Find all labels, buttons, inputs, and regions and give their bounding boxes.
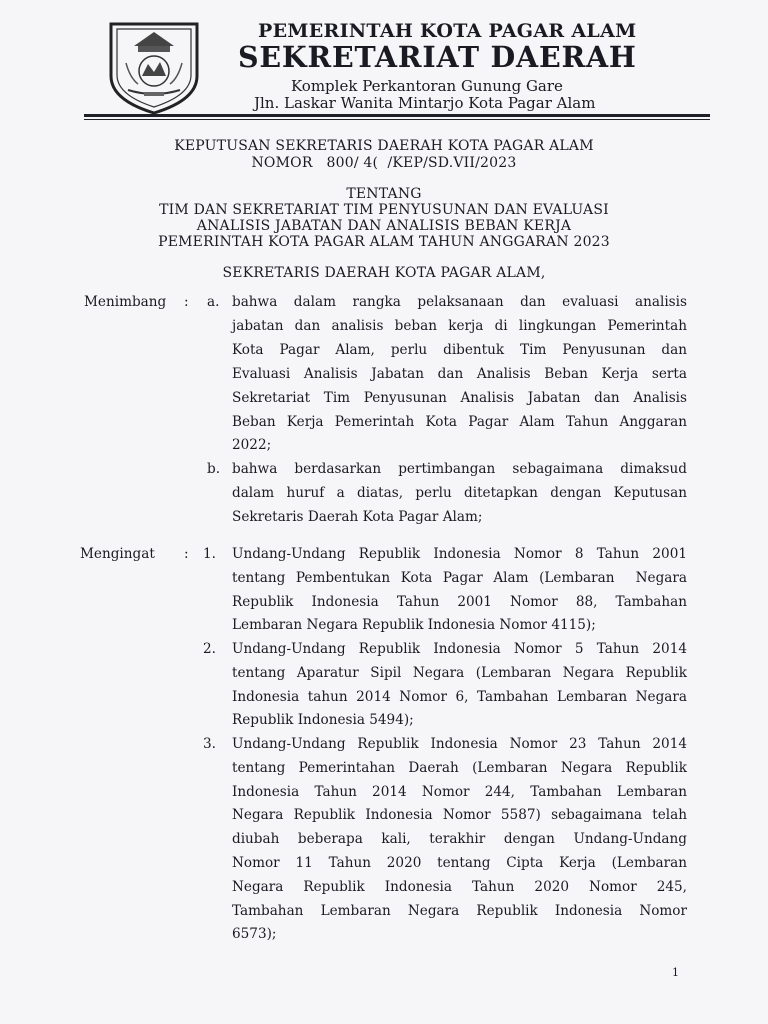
list-item-line: Undang-Undang Republik Indonesia Nomor 8 Tahun 2001	[232, 546, 687, 562]
menimbang-colon: :	[184, 294, 189, 310]
decree-number: NOMOR 800/ 4( /KEP/SD.VII/2023	[251, 155, 517, 171]
list-item-line: Kota Pagar Alam, perlu dibentuk Tim Penyusunan dan	[232, 342, 687, 358]
item-marker: 1.	[203, 546, 216, 562]
list-item-line: Undang-Undang Republik Indonesia Nomor 5 Tahun 2014	[232, 641, 687, 657]
list-item-line: tentang Pemerintahan Daerah (Lembaran Negara Republik	[232, 760, 687, 776]
list-item-line: Negara Republik Indonesia Tahun 2020 Nomor 245,	[232, 879, 687, 895]
list-item-line: Beban Kerja Pemerintah Kota Pagar Alam Tahun Anggaran	[232, 414, 687, 430]
list-item-line: Undang-Undang Republik Indonesia Nomor 23 Tahun 2014	[232, 736, 687, 752]
item-marker: 2.	[203, 641, 216, 657]
list-item-line: 6573);	[232, 926, 277, 942]
list-item-line: Sekretaris Daerah Kota Pagar Alam;	[232, 509, 483, 525]
menimbang-label: Menimbang	[84, 294, 167, 310]
list-item-line: Republik Indonesia 5494);	[232, 712, 414, 728]
list-item-line: Negara Republik Indonesia Nomor 5587) sebagaimana telah	[232, 807, 687, 823]
list-item-line: Republik Indonesia Tahun 2001 Nomor 88, Tambahan	[232, 594, 687, 610]
letterhead-office: SEKRETARIAT DAERAH	[238, 40, 637, 74]
list-item-line: tentang Aparatur Sipil Negara (Lembaran Negara Republik	[232, 665, 687, 681]
list-item-line: Indonesia tahun 2014 Nomor 6, Tambahan Lembaran Negara	[232, 689, 687, 705]
subject-line: PEMERINTAH KOTA PAGAR ALAM TAHUN ANGGARAN 2023	[158, 234, 610, 250]
list-item-line: dalam huruf a diatas, perlu ditetapkan dengan Keputusan	[232, 485, 687, 501]
letterhead-rule	[84, 114, 710, 117]
list-item-line: bahwa berdasarkan pertimbangan sebagaimana dimaksud	[232, 461, 687, 477]
list-item-line: Sekretariat Tim Penyusunan Analisis Jabatan dan Analisis	[232, 390, 687, 406]
letterhead-address-line1: Komplek Perkantoran Gunung Gare	[291, 77, 563, 95]
list-item-line: Indonesia Tahun 2014 Nomor 244, Tambahan Lembaran	[232, 784, 687, 800]
subject-line: ANALISIS JABATAN DAN ANALISIS BEBAN KERJA	[196, 218, 572, 234]
list-item-line: Lembaran Negara Republik Indonesia Nomor 4115);	[232, 617, 596, 633]
subject-line: TIM DAN SEKRETARIAT TIM PENYUSUNAN DAN EVALUASI	[159, 202, 609, 218]
letterhead-address-line2: Jln. Laskar Wanita Mintarjo Kota Pagar Alam	[254, 94, 596, 112]
item-marker: 3.	[203, 736, 216, 752]
list-item-line: Evaluasi Analisis Jabatan dan Analisis Beban Kerja serta	[232, 366, 687, 382]
list-item-line: diubah beberapa kali, terakhir dengan Undang-Undang	[232, 831, 687, 847]
about-heading: TENTANG	[346, 186, 422, 202]
list-item-line: bahwa dalam rangka pelaksanaan dan evaluasi analisis	[232, 294, 687, 310]
page-number: 1	[672, 966, 679, 979]
letterhead-government: PEMERINTAH KOTA PAGAR ALAM	[258, 20, 637, 42]
item-marker: b.	[207, 461, 221, 477]
list-item-line: Tambahan Lembaran Negara Republik Indonesia Nomor	[232, 903, 687, 919]
issuer-line: SEKRETARIS DAERAH KOTA PAGAR ALAM,	[222, 265, 546, 281]
item-marker: a.	[207, 294, 220, 310]
mengingat-label: Mengingat	[80, 546, 155, 562]
decree-title: KEPUTUSAN SEKRETARIS DAERAH KOTA PAGAR ALAM	[174, 138, 594, 154]
list-item-line: Nomor 11 Tahun 2020 tentang Cipta Kerja (Lembaran	[232, 855, 687, 871]
list-item-line: tentang Pembentukan Kota Pagar Alam (Lembaran Negara	[232, 570, 687, 586]
list-item-line: jabatan dan analisis beban kerja di lingkungan Pemerintah	[232, 318, 687, 334]
list-item-line: 2022;	[232, 437, 272, 453]
letterhead-rule-thin	[84, 119, 710, 120]
mengingat-colon: :	[184, 546, 189, 562]
coat-of-arms-logo	[108, 18, 200, 116]
